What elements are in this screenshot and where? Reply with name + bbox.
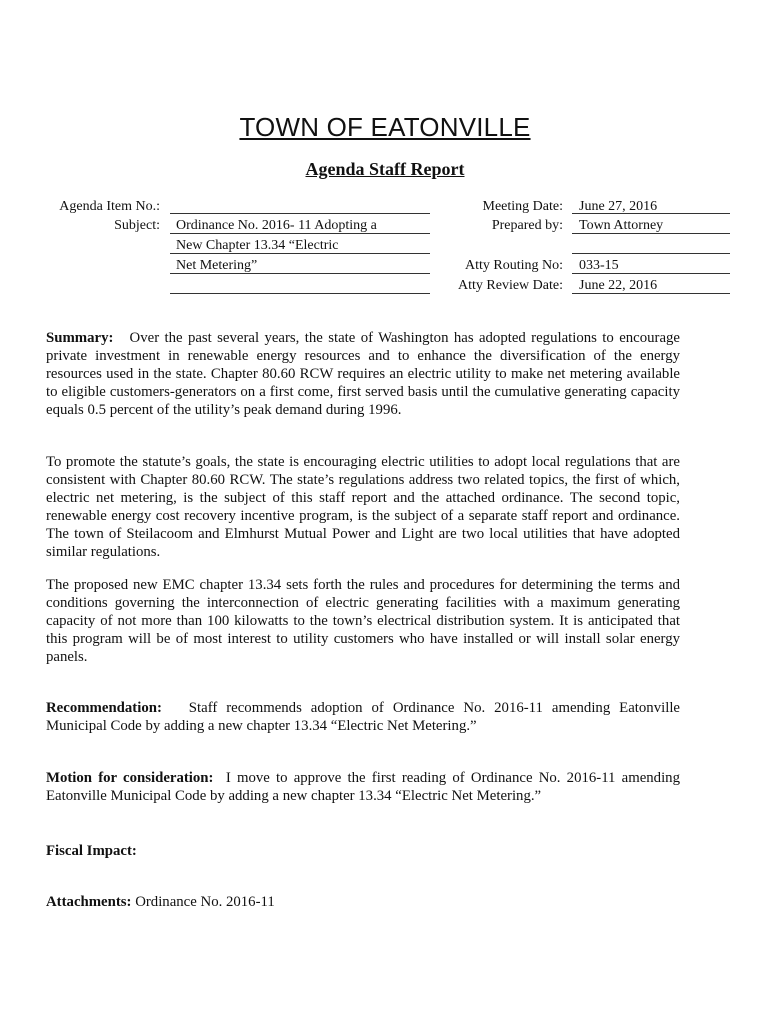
atty-review-value: June 22, 2016 (579, 278, 658, 293)
attachments-heading: Attachments: (46, 894, 132, 910)
subject-line-rule-2 (170, 253, 430, 254)
summary-paragraph (46, 329, 680, 419)
attachments-paragraph (46, 893, 680, 911)
subject-line-2: New Chapter 13.34 “Electric (176, 238, 339, 253)
motion-heading: Motion for consideration: (46, 770, 214, 786)
agenda-item-line (170, 213, 430, 214)
paragraph-3: The proposed new EMC chapter 13.34 sets forth the rules and procedures for determining the terms and conditions governing the interconnection of electric generating facilities with a maximum generating capacity of not more than 100 kilowatts to the town’s electrical distribution system. It is anticipated that this program will be of most interest to utility customers who have installed or will install solar energy panels. (46, 577, 680, 665)
attachments-text: Ordinance No. 2016-11 (135, 894, 275, 910)
summary-heading: Summary: (46, 330, 114, 346)
atty-routing-value: 033-15 (579, 258, 619, 273)
prepared-by-line (572, 233, 730, 234)
blank-line (572, 253, 730, 254)
subject-line-rule-3 (170, 273, 430, 274)
subject-label: Subject: (114, 218, 160, 233)
subject-line-rule-1 (170, 233, 430, 234)
atty-routing-line (572, 273, 730, 274)
motion-paragraph (46, 769, 680, 805)
page-title: TOWN OF EATONVILLE (239, 112, 531, 142)
motion-text: I move to approve the first reading of Ordinance No. 2016-11 amending Eatonville Municipal Code by adding a new chapter 13.34 “Electric Net Metering.” (46, 770, 680, 804)
prepared-by-value: Town Attorney (579, 218, 664, 233)
summary-text: Over the past several years, the state of Washington has adopted regulations to encourage private investment in renewable energy resources and to enhance the diversification of the energy resources used in the state. Chapter 80.60 RCW requires an electric utility to make net metering available to eligible customers-generators on a first come, first served basis until the cumulative generating capacity equals 0.5 percent of the utility’s peak demand during 1996. (46, 330, 680, 418)
recommendation-paragraph (46, 699, 680, 735)
subject-line-rule-4 (170, 293, 430, 294)
atty-review-label: Atty Review Date: (458, 278, 563, 293)
subject-line-1: Ordinance No. 2016- 11 Adopting a (176, 218, 377, 233)
atty-routing-label: Atty Routing No: (464, 258, 563, 273)
recommendation-text: Staff recommends adoption of Ordinance No. 2016-11 amending Eatonville Municipal Code by adding a new chapter 13.34 “Electric Net Metering.” (46, 700, 680, 734)
recommendation-heading: Recommendation: (46, 700, 162, 716)
subject-line-3: Net Metering” (176, 258, 258, 273)
fiscal-impact-heading: Fiscal Impact: (46, 843, 137, 859)
meeting-date-value: June 27, 2016 (579, 199, 658, 214)
atty-review-line (572, 293, 730, 294)
agenda-item-label: Agenda Item No.: (59, 199, 160, 214)
report-subtitle: Agenda Staff Report (305, 159, 465, 179)
meeting-date-label: Meeting Date: (482, 199, 563, 214)
prepared-by-label: Prepared by: (491, 218, 563, 233)
paragraph-2: To promote the statute’s goals, the state is encouraging electric utilities to adopt local regulations that are consistent with Chapter 80.60 RCW. The state’s regulations address two related topics, the first of which, electric net metering, is the subject of this staff report and the attached ordinance. The second topic, renewable energy cost recovery incentive program, is the subject of a separate staff report and ordinance. The town of Steilacoom and Elmhurst Mutual Power and Light are two local utilities that have adopted similar regulations. (46, 454, 680, 560)
meeting-date-line (572, 213, 730, 214)
